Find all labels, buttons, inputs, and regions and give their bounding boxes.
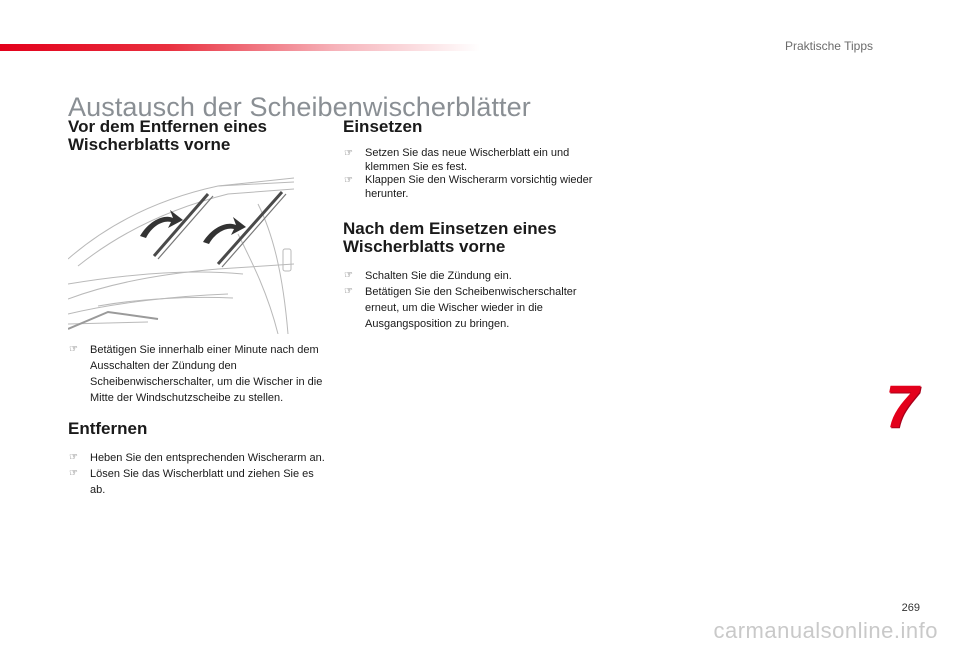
list-item: ☞ Klappen Sie den Wischerarm vorsichtig wieder herunter. (344, 174, 593, 200)
heading-after-insertion: Nach dem Einsetzen eines Wischerblatts vorne (343, 219, 557, 256)
page-number: 269 (901, 602, 920, 614)
list-item: ☞ Heben Sie den entsprechenden Wischerarm an. (69, 452, 325, 464)
hand-pointer-icon: ☞ (344, 175, 353, 186)
hand-pointer-icon: ☞ (69, 344, 78, 355)
list-item: ☞ Schalten Sie die Zündung ein. (344, 270, 512, 282)
list-item: ☞ Betätigen Sie den Scheibenwischerschalter erneut, um die Wischer wieder in die Ausgangsposition zu bringen. (344, 286, 577, 330)
removal-list (68, 450, 326, 498)
section-label: Praktische Tipps (784, 39, 873, 53)
top-accent-bar (0, 44, 480, 51)
heading-insertion: Einsetzen (343, 117, 423, 136)
wiper-illustration (68, 174, 294, 334)
left-column (68, 118, 326, 498)
hand-pointer-icon: ☞ (344, 270, 353, 281)
after-insertion-list (343, 268, 605, 332)
page-title: Austausch der Scheibenwischerblätter (68, 92, 531, 123)
hand-pointer-icon: ☞ (69, 468, 78, 479)
right-column (343, 118, 605, 332)
heading-removal: Entfernen (68, 419, 148, 438)
list-item: ☞ Setzen Sie das neue Wischerblatt ein und klemmen Sie es fest. (344, 147, 570, 173)
hand-pointer-icon: ☞ (344, 148, 353, 159)
insertion-list (343, 147, 605, 201)
list-item: ☞ Lösen Sie das Wischerblatt und ziehen Sie es ab. (69, 468, 314, 496)
hand-pointer-icon: ☞ (344, 286, 353, 297)
chapter-number: 7 (885, 373, 919, 440)
before-removal-list (68, 342, 326, 406)
watermark: carmanualsonline.info (713, 618, 938, 643)
hand-pointer-icon: ☞ (69, 452, 78, 463)
list-item: ☞ Betätigen Sie innerhalb einer Minute nach dem Ausschalten der Zündung den Scheibenwischerschalter, um die Wischer in die Mitte der Windschutzscheibe zu stellen. (69, 344, 323, 404)
heading-before-removal: Vor dem Entfernen eines Wischerblatts vorne (68, 117, 268, 154)
